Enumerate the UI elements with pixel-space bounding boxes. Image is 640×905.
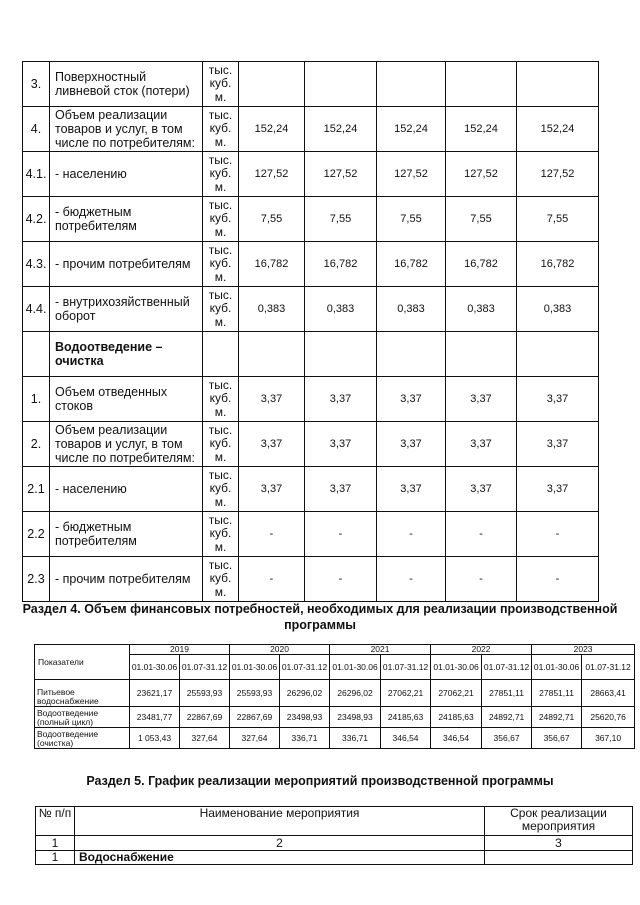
value-cell: 3,37 [239,422,305,467]
row-unit: тыс. куб. м. [203,287,239,332]
value-cell: 3,37 [446,467,517,512]
value-cell: 3,37 [305,377,377,422]
value-cell: 25593,93 [180,680,230,707]
indicators-header: Показатели [35,645,130,680]
value-cell: 152,24 [305,107,377,152]
period-header: 01.07-31.12 [482,655,532,680]
value-cell: 22867,69 [230,707,280,728]
value-cell: 23621,17 [130,680,180,707]
row-number: 1. [23,377,50,422]
value-cell: 127,52 [305,152,377,197]
year-header: 2020 [230,645,330,655]
value-cell [446,62,517,107]
value-cell [305,332,377,377]
row-name: - бюджетным потребителям [50,512,203,557]
value-cell: - [517,557,599,602]
period-header: 01.01-30.06 [230,655,280,680]
value-cell [517,62,599,107]
table-row [23,197,599,242]
period-header: 01.07-31.12 [582,655,635,680]
year-header: 2019 [130,645,230,655]
table-row [35,707,635,728]
table-row [35,728,635,749]
value-cell: 25620,76 [582,707,635,728]
row-number: 2. [23,422,50,467]
value-cell: - [446,557,517,602]
value-cell: 27851,11 [482,680,532,707]
value-cell: 23498,93 [330,707,381,728]
table-row [23,287,599,332]
row-name: Объем отведенных стоков [50,377,203,422]
measures-schedule-table [35,806,633,865]
row-unit: тыс. куб. м. [203,422,239,467]
value-cell: 22867,69 [180,707,230,728]
value-cell: 346,54 [381,728,431,749]
value-cell: 0,383 [377,287,446,332]
indicator-name: Водоотведение (очистка) [35,728,130,749]
value-cell: 346,54 [431,728,482,749]
row-name: Водоотведение – очистка [50,332,203,377]
value-cell: 28663,41 [582,680,635,707]
value-cell: 3,37 [446,377,517,422]
row-number: 4.3. [23,242,50,287]
value-cell: 3,37 [305,467,377,512]
period-header: 01.01-30.06 [130,655,180,680]
row-number: 4. [23,107,50,152]
indicator-name: Питьевое водоснабжение [35,680,130,707]
value-cell [305,62,377,107]
value-cell: - [377,512,446,557]
value-cell: 327,64 [230,728,280,749]
value-cell: 24185,63 [381,707,431,728]
row-number: 3. [23,62,50,107]
row-unit: тыс. куб. м. [203,152,239,197]
row-unit: тыс. куб. м. [203,377,239,422]
value-cell: 3,37 [377,377,446,422]
value-cell: - [517,512,599,557]
value-cell: - [446,512,517,557]
period-header: 01.01-30.06 [431,655,482,680]
value-cell: 367,10 [582,728,635,749]
value-cell: 3,37 [517,467,599,512]
value-cell: 16,782 [377,242,446,287]
value-cell: 3,37 [239,377,305,422]
row-name: Объем реализации товаров и услуг, в том числе по потребителям: [50,422,203,467]
row-number: 4.1. [23,152,50,197]
value-cell: 3,37 [239,467,305,512]
table-row [23,512,599,557]
value-cell: 7,55 [517,197,599,242]
row-number [23,332,50,377]
value-cell: 3,37 [377,467,446,512]
value-cell: 7,55 [305,197,377,242]
row-unit: тыс. куб. м. [203,467,239,512]
row-name: - прочим потребителям [50,557,203,602]
col-index: 2 [75,836,485,851]
table-row [23,62,599,107]
value-cell: 152,24 [446,107,517,152]
value-cell: 0,383 [517,287,599,332]
value-cell: 27062,21 [381,680,431,707]
period-header: 01.07-31.12 [180,655,230,680]
year-header: 2021 [330,645,431,655]
value-cell [446,332,517,377]
value-cell: - [239,512,305,557]
value-cell: 327,64 [180,728,230,749]
table-row [23,422,599,467]
row-number: 2.2 [23,512,50,557]
row-name: Объем реализации товаров и услуг, в том числе по потребителям: [50,107,203,152]
row-name: - населению [50,467,203,512]
year-header: 2022 [431,645,532,655]
row-number: 1 [36,851,75,865]
table-row [23,557,599,602]
row-unit: тыс. куб. м. [203,197,239,242]
value-cell [517,332,599,377]
value-cell: - [239,557,305,602]
value-cell: 152,24 [377,107,446,152]
measure-term [485,851,633,865]
value-cell: 3,37 [305,422,377,467]
row-name: - населению [50,152,203,197]
row-unit [203,332,239,377]
value-cell: 26296,02 [330,680,381,707]
indicator-name: Водоотведение (полный цикл) [35,707,130,728]
period-header: 01.07-31.12 [280,655,330,680]
col-index: 1 [36,836,75,851]
value-cell: 24185,63 [431,707,482,728]
value-cell: 336,71 [330,728,381,749]
value-cell: 24892,71 [532,707,582,728]
financial-needs-table [34,644,635,749]
value-cell [377,332,446,377]
period-header: 01.01-30.06 [330,655,381,680]
value-cell: 152,24 [517,107,599,152]
period-header: 01.01-30.06 [532,655,582,680]
value-cell: 25593,93 [230,680,280,707]
value-cell: 0,383 [239,287,305,332]
col-number-header: № п/п [36,807,75,836]
table-row [23,242,599,287]
value-cell: - [305,512,377,557]
value-cell: 336,71 [280,728,330,749]
value-cell: 24892,71 [482,707,532,728]
value-cell [239,332,305,377]
value-cell: 3,37 [377,422,446,467]
row-unit: тыс. куб. м. [203,242,239,287]
value-cell: 7,55 [446,197,517,242]
value-cell: 0,383 [305,287,377,332]
col-name-header: Наименование мероприятия [75,807,485,836]
value-cell: 127,52 [239,152,305,197]
table-row [23,332,599,377]
value-cell [377,62,446,107]
col-index: 3 [485,836,633,851]
row-number: 2.3 [23,557,50,602]
table-row [23,467,599,512]
value-cell: 356,67 [532,728,582,749]
production-program-volumes-table [22,61,599,602]
value-cell: 27851,11 [532,680,582,707]
value-cell: 127,52 [377,152,446,197]
table-row [23,107,599,152]
value-cell: 23481,77 [130,707,180,728]
table-row [23,152,599,197]
value-cell: 127,52 [517,152,599,197]
value-cell: 3,37 [517,422,599,467]
value-cell: 16,782 [517,242,599,287]
value-cell: 7,55 [377,197,446,242]
table-row [35,680,635,707]
value-cell: 3,37 [446,422,517,467]
value-cell: 3,37 [517,377,599,422]
value-cell: 16,782 [446,242,517,287]
value-cell: - [377,557,446,602]
row-name: Поверхностный ливневой сток (потери) [50,62,203,107]
row-unit: тыс. куб. м. [203,62,239,107]
row-unit: тыс. куб. м. [203,107,239,152]
measure-name: Водоснабжение [75,851,485,865]
value-cell: 26296,02 [280,680,330,707]
row-name: - бюджетным потребителям [50,197,203,242]
table-row [23,377,599,422]
year-header: 2023 [532,645,635,655]
section5-title: Раздел 5. График реализации мероприятий производственной программы [86,774,554,788]
value-cell [239,62,305,107]
col-term-header: Срок реализации мероприятия [485,807,633,836]
value-cell: 1 053,43 [130,728,180,749]
row-number: 2.1 [23,467,50,512]
row-unit: тыс. куб. м. [203,557,239,602]
period-header: 01.07-31.12 [381,655,431,680]
value-cell: 0,383 [446,287,517,332]
value-cell: 16,782 [305,242,377,287]
value-cell: 152,24 [239,107,305,152]
row-unit: тыс. куб. м. [203,512,239,557]
row-name: - внутрихозяйственный оборот [50,287,203,332]
row-name: - прочим потребителям [50,242,203,287]
value-cell: 356,67 [482,728,532,749]
row-number: 4.2. [23,197,50,242]
section4-title: Раздел 4. Объем финансовых потребностей, необходимых для реализации производственной программы [22,602,618,632]
value-cell: 127,52 [446,152,517,197]
value-cell: 23498,93 [280,707,330,728]
value-cell: 7,55 [239,197,305,242]
value-cell: 27062,21 [431,680,482,707]
value-cell: - [305,557,377,602]
row-number: 4.4. [23,287,50,332]
value-cell: 16,782 [239,242,305,287]
